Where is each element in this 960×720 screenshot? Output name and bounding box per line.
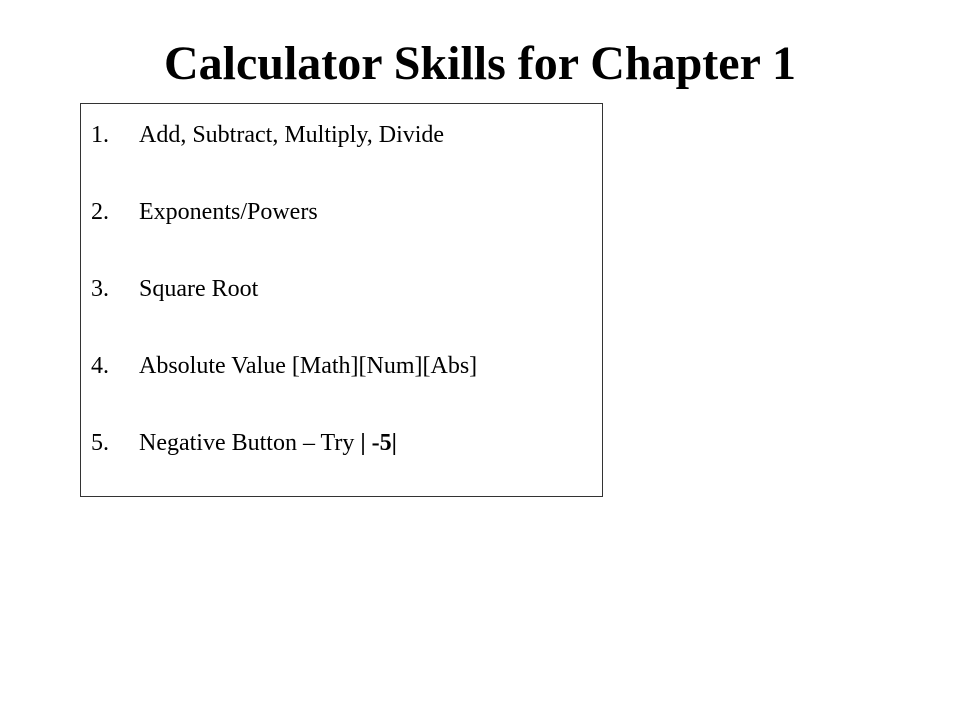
item-text: Absolute Value [Math][Num][Abs] [139, 353, 478, 379]
item-text: Square Root [139, 276, 259, 302]
list-item [91, 270, 477, 308]
item-number: 1. [91, 122, 109, 148]
list-item [91, 424, 477, 462]
slide-title: Calculator Skills for Chapter 1 [163, 37, 797, 90]
item-text: Exponents/Powers [139, 199, 318, 225]
skills-box [80, 103, 603, 497]
item-text: Negative Button – Try [139, 430, 361, 456]
absolute-value-expression: | -5| [360, 430, 397, 456]
item-text: Add, Subtract, Multiply, Divide [139, 122, 445, 148]
item-number: 3. [91, 276, 109, 302]
item-number: 5. [91, 430, 109, 456]
skills-list [91, 116, 477, 462]
item-number: 2. [91, 199, 109, 225]
list-item [91, 116, 477, 154]
list-item [91, 347, 477, 385]
list-item [91, 193, 477, 231]
item-number: 4. [91, 353, 109, 379]
